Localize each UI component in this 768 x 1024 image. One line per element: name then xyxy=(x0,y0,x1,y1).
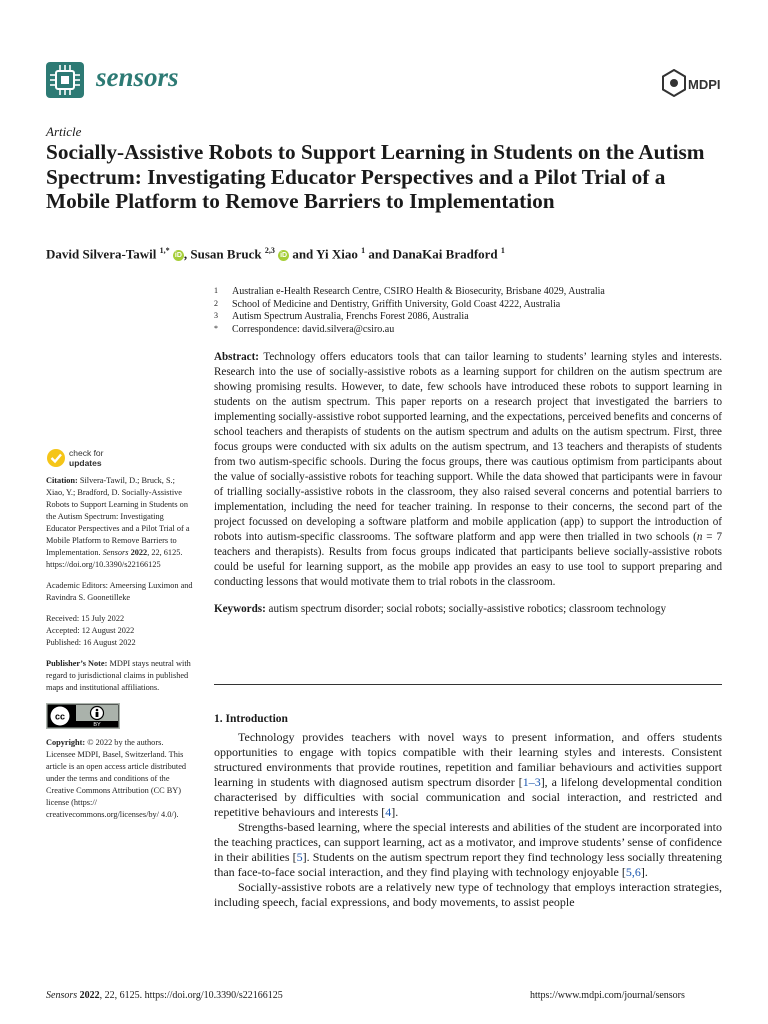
paragraph: Socially-assistive robots are a relatively new type of technology that employs interaction strategies, including speech, facial expressions, and body movements, to assist people xyxy=(214,880,722,909)
author-affiliation-mark: 1 xyxy=(361,246,366,255)
introduction-section xyxy=(214,712,722,910)
author-name[interactable]: DanaKai Bradford xyxy=(392,246,498,262)
citation: Citation: Silvera-Tawil, D.; Bruck, S.; Xiao, Y.; Bradford, D. Socially-Assistive Robots to Support Learning in Students on the Autism Spectrum: Investigating Educator Perspectives and a Pilot Trial of a Mobile Platform to Remove Barriers to Implementation. Sensors 2022, 22, 6125. https://doi.org/10.3390/s22166125 xyxy=(46,476,190,569)
published-date: Published: 16 August 2022 xyxy=(46,638,136,647)
received-date: Received: 15 July 2022 xyxy=(46,614,125,623)
article-type: Article xyxy=(46,124,82,139)
orcid-icon[interactable]: iD xyxy=(280,252,288,260)
author-name[interactable]: Yi Xiao xyxy=(316,246,358,262)
affiliations xyxy=(214,286,734,336)
accepted-date: Accepted: 12 August 2022 xyxy=(46,626,135,635)
abstract-label: Abstract: xyxy=(214,351,259,363)
footer-journal-url[interactable]: https://www.mdpi.com/journal/sensors xyxy=(530,990,685,1001)
publishers-note: Publisher’s Note: MDPI stays neutral with regard to jurisdictional claims in published maps and institutional affiliations. xyxy=(46,659,191,692)
svg-text:cc: cc xyxy=(54,711,66,722)
sidebar xyxy=(46,475,193,830)
footer-citation: Sensors 2022, 22, 6125. https://doi.org/10.3390/s22166125 xyxy=(46,990,283,1001)
cc-by-license-icon[interactable] xyxy=(46,703,120,729)
paragraph: Strengths-based learning, where the special interests and abilities of the student are incorporated into the teaching practices, can support learning, act as a motivator, and improve students’ sense of confidence in their abilities [5]. Students on the autism spectrum report they find technology less socially threatening than face-to-face social interaction, and they find playing with technology enjoyable [5,6]. xyxy=(214,820,723,879)
citation-link[interactable]: 4 xyxy=(385,805,392,819)
keywords-label: Keywords: xyxy=(214,603,266,615)
cc-by-label: BY xyxy=(93,722,101,728)
author-affiliation-mark: 1 xyxy=(500,246,505,255)
check-updates-line1: check for xyxy=(69,448,104,458)
citation-link[interactable]: 5 xyxy=(296,850,303,864)
citation-link[interactable]: 1–3 xyxy=(522,775,541,789)
abstract: Abstract: Technology offers educators tools that can tailor learning to students’ learning styles and interests. Research into the use of socially-assistive robots as a learning support for children on the autism spectrum are showing promising results. However, to date, few schools have introduced these robots to support learning in students on the autism spectrum. This paper reports on a research project that investigated the barriers to implementing socially-assistive robot supported learning, and the expectations, perceived benefits and concerns of school teachers and therapists of students on the autism spectrum and adults on the autism spectrum. First, three focus groups were conducted with six adults on the autism spectrum, and 13 teachers and therapists of students from two autism-specific schools. During the focus groups, there was cautious optimism from participants about the value of socially-assistive robots for teaching support. While the data showed that participants were in favour of trialling socially-assistive robots in the classroom, they also raised several concerns and potential barriers to implementation, including the need for teacher training. In response to their concerns, the second part of the project focussed on developing a software platform and mobile application (app) to support the introduction of robots into autism-specific classrooms. The software platform and app were then trialled in two schools (n = 7 teachers and therapists). Results from focus groups indicated that participants believe socially-assistive robots could be useful for learning support, as the mobile app provides an easy to use tool to support preparing and conducting lessons that would motivate them to trial robots in the classroom. xyxy=(214,351,722,588)
check-for-updates-icon[interactable] xyxy=(46,446,126,470)
mdpi-logo-text: MDPI xyxy=(688,77,721,92)
paragraph: Technology provides teachers with novel ways to present information, and offers students opportunities to engage with topics compatible with their learning styles and interests. Consistent structured environments that provide routines, repetition and familiar behaviours and activities support learning in students with diagnosed autism spectrum disorder [1–3], a lifelong developmental condition characterised by difficulties with social communication and social interaction, and restricted and repetitive behaviours and interests [4]. xyxy=(214,730,723,819)
journal-name: sensors xyxy=(96,62,179,92)
sensors-logo-icon xyxy=(46,62,84,98)
keywords xyxy=(214,602,722,617)
check-updates-line2: updates xyxy=(69,458,102,468)
abstract-text: Technology offers educators tools that can tailor learning to students’ learning styles and interests. Research into the use of socially-assistive robots as a learning support for children on the autism spectrum are showing promising results. However, to date, few schools have introduced these robots to support learning in students on the autism spectrum. This paper reports on a research project that investigated the barriers to implementing socially-assistive robot supported learning, and the expectations, perceived benefits and concerns of school teachers and therapists of students on the autism spectrum and adults on the autism spectrum. First, three focus groups were conducted with six adults on the autism spectrum, and 13 teachers and therapists of students from two autism-specific schools. During the focus groups, there was cautious optimism from participants about the value of socially-assistive robots for teaching support. While the data showed that participants were in favour of trialling socially-assistive robots in the classroom, they also raised several concerns and potential barriers to implementation, including the need for teacher training. In response to their concerns, the second part of the project focussed on developing a software platform and mobile application (app) to support the introduction of robots into autism-specific classrooms. The software platform and app were then trialled in two schools ( xyxy=(214,351,722,543)
author-list: David Silvera-Tawil $^{1,*}$ iD , Susan Bruck $^{2,3}$ iD and Yi Xiao $^1$ and DanaKai Bradford $^1$ xyxy=(46,246,505,262)
article-title: Socially-Assistive Robots to Support Learning in Students on the Autism Spectrum: Investigating Educator Perspectives and a Pilot Trial of a Mobile Platform to Remove Barriers to Implementation xyxy=(46,140,705,213)
copyright: Copyright: © 2022 by the authors. Licensee MDPI, Basel, Switzerland. This article is an open access article distributed under the terms and conditions of the Creative Commons Attribution (CC BY) license (https:// creativecommons.org/licenses/by/ 4.0/). xyxy=(46,738,187,819)
affiliation-item: 1 Australian e-Health Research Centre, CSIRO Health & Biosecurity, Brisbane 4029, Australia xyxy=(214,286,605,297)
affiliation-item: 3 Autism Spectrum Australia, Frenchs Forest 2086, Australia xyxy=(214,311,469,322)
academic-editors: Academic Editors: Ameersing Luximon and Ravindra S. Goonetilleke xyxy=(46,581,193,602)
author-affiliation-mark: 1,* xyxy=(159,246,170,255)
abstract-section xyxy=(214,350,722,617)
affiliation-item: 2 School of Medicine and Dentistry, Griffith University, Gold Coast 4222, Australia xyxy=(214,298,561,310)
author-name[interactable]: Susan Bruck xyxy=(190,246,262,262)
correspondence: * Correspondence: david.silvera@csiro.au xyxy=(214,323,395,335)
orcid-icon[interactable]: iD xyxy=(174,252,182,260)
citation-link[interactable]: 5,6 xyxy=(625,865,641,879)
mdpi-logo-icon xyxy=(662,69,722,97)
author-name[interactable]: David Silvera-Tawil xyxy=(46,246,157,262)
dates xyxy=(46,613,193,649)
section-heading: 1. Introduction xyxy=(214,713,288,725)
keywords-text: autism spectrum disorder; social robots; socially-assistive robotics; classroom technology xyxy=(268,603,666,615)
section-divider xyxy=(214,684,722,685)
author-affiliation-mark: 2,3 xyxy=(264,246,275,255)
